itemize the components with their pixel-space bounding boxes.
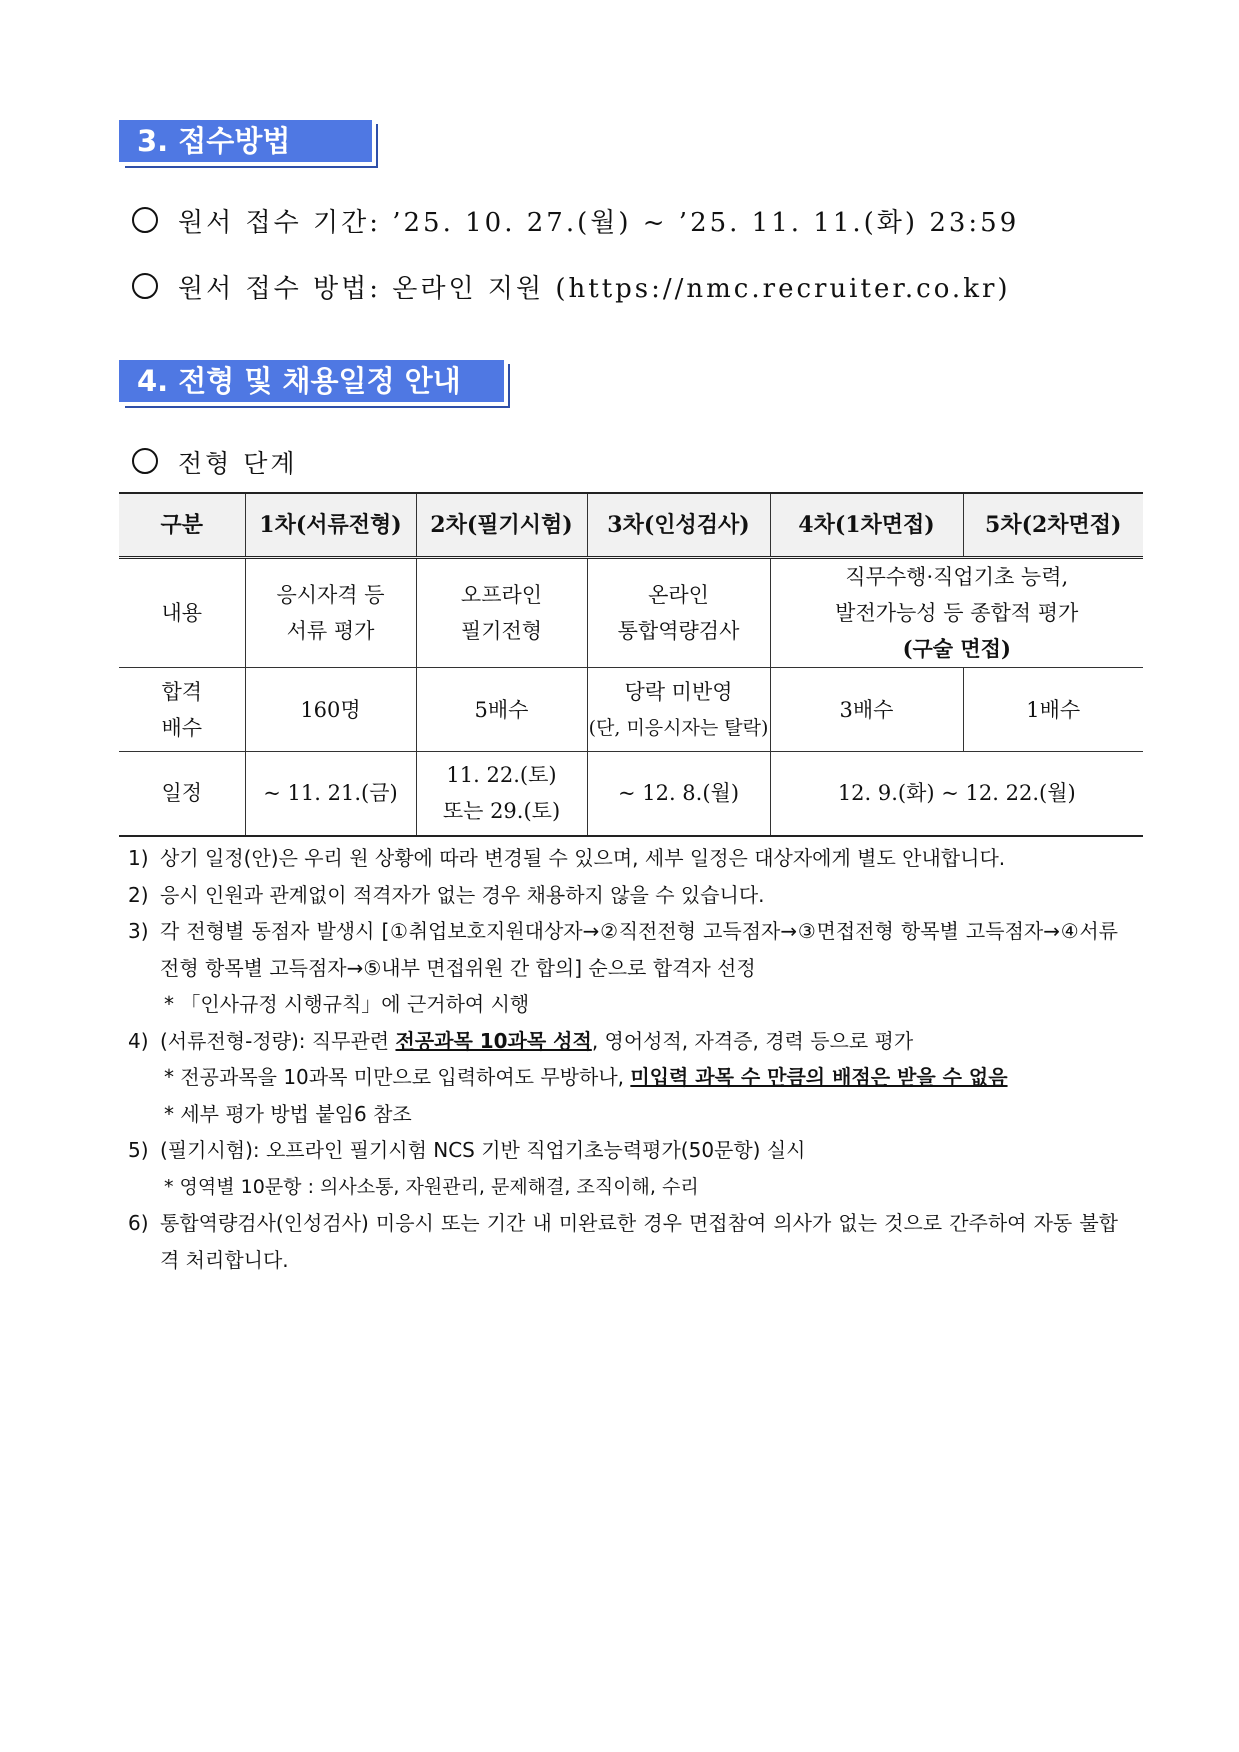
section4-heading: 4. 전형 및 채용일정 안내: [119, 360, 504, 402]
cell-line: 발전가능성 등 종합적 평가: [835, 601, 1079, 625]
header-stage-4: 4차(1차면접): [770, 493, 963, 558]
note-number: 6): [128, 1211, 149, 1235]
note-text: (필기시험): 오프라인 필기시험 NCS 기반 직업기초능력평가(50문항) 실시: [160, 1138, 806, 1162]
cell-pass-stage-1: 160명: [245, 668, 416, 752]
note-number: 2): [128, 882, 149, 907]
table-row-schedule: [119, 752, 1143, 836]
section3-heading: 3. 접수방법: [119, 120, 372, 162]
note-text: 각 전형별 동점자 발생시 [①취업보호지원대상자→②직전전형 고득점자→③면접전형 항목별 고득점자→④서류전형 항목별 고득점자→⑤내부 면접위원 간 합의] 순으로 합격자 선정: [160, 919, 1118, 980]
cell-line: 통합역량검사: [617, 619, 740, 643]
cell-line: 11. 22.(토): [446, 763, 557, 788]
note-1: [128, 840, 1118, 877]
cell-content-stage-4-5: [770, 558, 1143, 668]
cell-line: 서류 평가: [286, 619, 375, 643]
note-number: 5): [128, 1138, 149, 1162]
cell-line: 또는 29.(토): [442, 799, 561, 824]
cell-line-emphasis: (구술 면접): [902, 636, 1011, 661]
table-row-content: [119, 558, 1143, 668]
cell-content-stage-3: [587, 558, 770, 668]
cell-line: 필기전형: [460, 619, 543, 643]
application-method-text: 원서 접수 방법: 온라인 지원 (https://nmc.recruiter.co.kr): [178, 274, 1011, 304]
note-6: [128, 1205, 1118, 1278]
header-category: 구분: [119, 493, 245, 558]
note-number: 4): [128, 1028, 149, 1053]
cell-content-stage-2: [416, 558, 587, 668]
note-text: (서류전형-정량): 직무관련: [160, 1028, 396, 1053]
note-3-sub: * 「인사규정 시행규칙」에 근거하여 시행: [164, 992, 530, 1016]
cell-schedule-stage-1: ~ 11. 21.(금): [245, 752, 416, 836]
note-text: 통합역량검사(인성검사) 미응시 또는 기간 내 미완료한 경우 면접참여 의사가 없는 것으로 간주하여 자동 불합격 처리합니다.: [160, 1211, 1118, 1272]
row-label-schedule: 일정: [119, 752, 245, 836]
note-number: 3): [128, 919, 149, 943]
note-text: 응시 인원과 관계없이 적격자가 없는 경우 채용하지 않을 수 있습니다.: [160, 882, 765, 907]
cell-line: 당락 미반영: [624, 679, 733, 704]
table-row-pass: [119, 668, 1143, 752]
note-5-sub: * 영역별 10문항 : 의사소통, 자원관리, 문제해결, 조직이해, 수리: [164, 1175, 699, 1198]
row-label-content: 내용: [119, 558, 245, 668]
row-label-pass: [119, 668, 245, 752]
header-stage-1: 1차(서류전형): [245, 493, 416, 558]
cell-content-stage-1: [245, 558, 416, 668]
table-header-row: [119, 493, 1143, 558]
selection-stages-text: 전형 단계: [178, 449, 298, 478]
cell-line: 직무수행·직업기초 능력,: [845, 565, 1069, 589]
cell-line: 합격: [161, 679, 203, 704]
header-stage-2: 2차(필기시험): [416, 493, 587, 558]
note-emphasis: 미입력 과목 수 만큼의 배점은 받을 수 없음: [630, 1065, 1008, 1089]
circle-bullet-icon: [132, 448, 158, 474]
cell-line: 온라인: [648, 583, 709, 607]
note-3: [128, 913, 1118, 986]
cell-schedule-stage-2: [416, 752, 587, 836]
bullet-application-method: [132, 268, 1011, 305]
note-text: , 영어성적, 자격증, 경력 등으로 평가: [591, 1028, 914, 1053]
application-period-text: 원서 접수 기간: ’25. 10. 27.(월) ~ ’25. 11. 11.(화) 23:59: [178, 208, 1020, 238]
cell-line: 응시자격 등: [276, 583, 385, 607]
cell-pass-stage-5: 1배수: [963, 668, 1143, 752]
cell-line: 오프라인: [460, 583, 543, 607]
note-emphasis: 전공과목 10과목 성적: [395, 1028, 592, 1053]
selection-schedule-table: [119, 492, 1143, 837]
cell-schedule-stage-4-5: 12. 9.(화) ~ 12. 22.(월): [770, 752, 1143, 836]
cell-pass-stage-3: [587, 668, 770, 752]
header-stage-3: 3차(인성검사): [587, 493, 770, 558]
bullet-selection-stages: [132, 444, 298, 480]
note-number: 1): [128, 846, 149, 870]
note-2: [128, 877, 1118, 914]
note-5: [128, 1132, 1118, 1169]
note-text: * 전공과목을 10과목 미만으로 입력하여도 무방하나,: [164, 1065, 631, 1089]
note-4: [128, 1023, 1118, 1060]
note-4-sub-2: * 세부 평가 방법 붙임6 참조: [164, 1101, 412, 1126]
bullet-application-period: [132, 202, 1019, 239]
cell-line: 배수: [161, 715, 203, 740]
notes-list: [128, 840, 1118, 1278]
circle-bullet-icon: [132, 273, 158, 299]
cell-pass-stage-2: 5배수: [416, 668, 587, 752]
header-stage-5: 5차(2차면접): [963, 493, 1143, 558]
cell-pass-stage-4: 3배수: [770, 668, 963, 752]
note-text: 상기 일정(안)은 우리 원 상황에 따라 변경될 수 있으며, 세부 일정은 대상자에게 별도 안내합니다.: [160, 846, 1006, 870]
cell-line: (단, 미응시자는 탈락): [588, 716, 769, 739]
note-4-sub-1: [128, 1059, 1118, 1096]
circle-bullet-icon: [132, 207, 158, 233]
cell-schedule-stage-3: ~ 12. 8.(월): [587, 752, 770, 836]
